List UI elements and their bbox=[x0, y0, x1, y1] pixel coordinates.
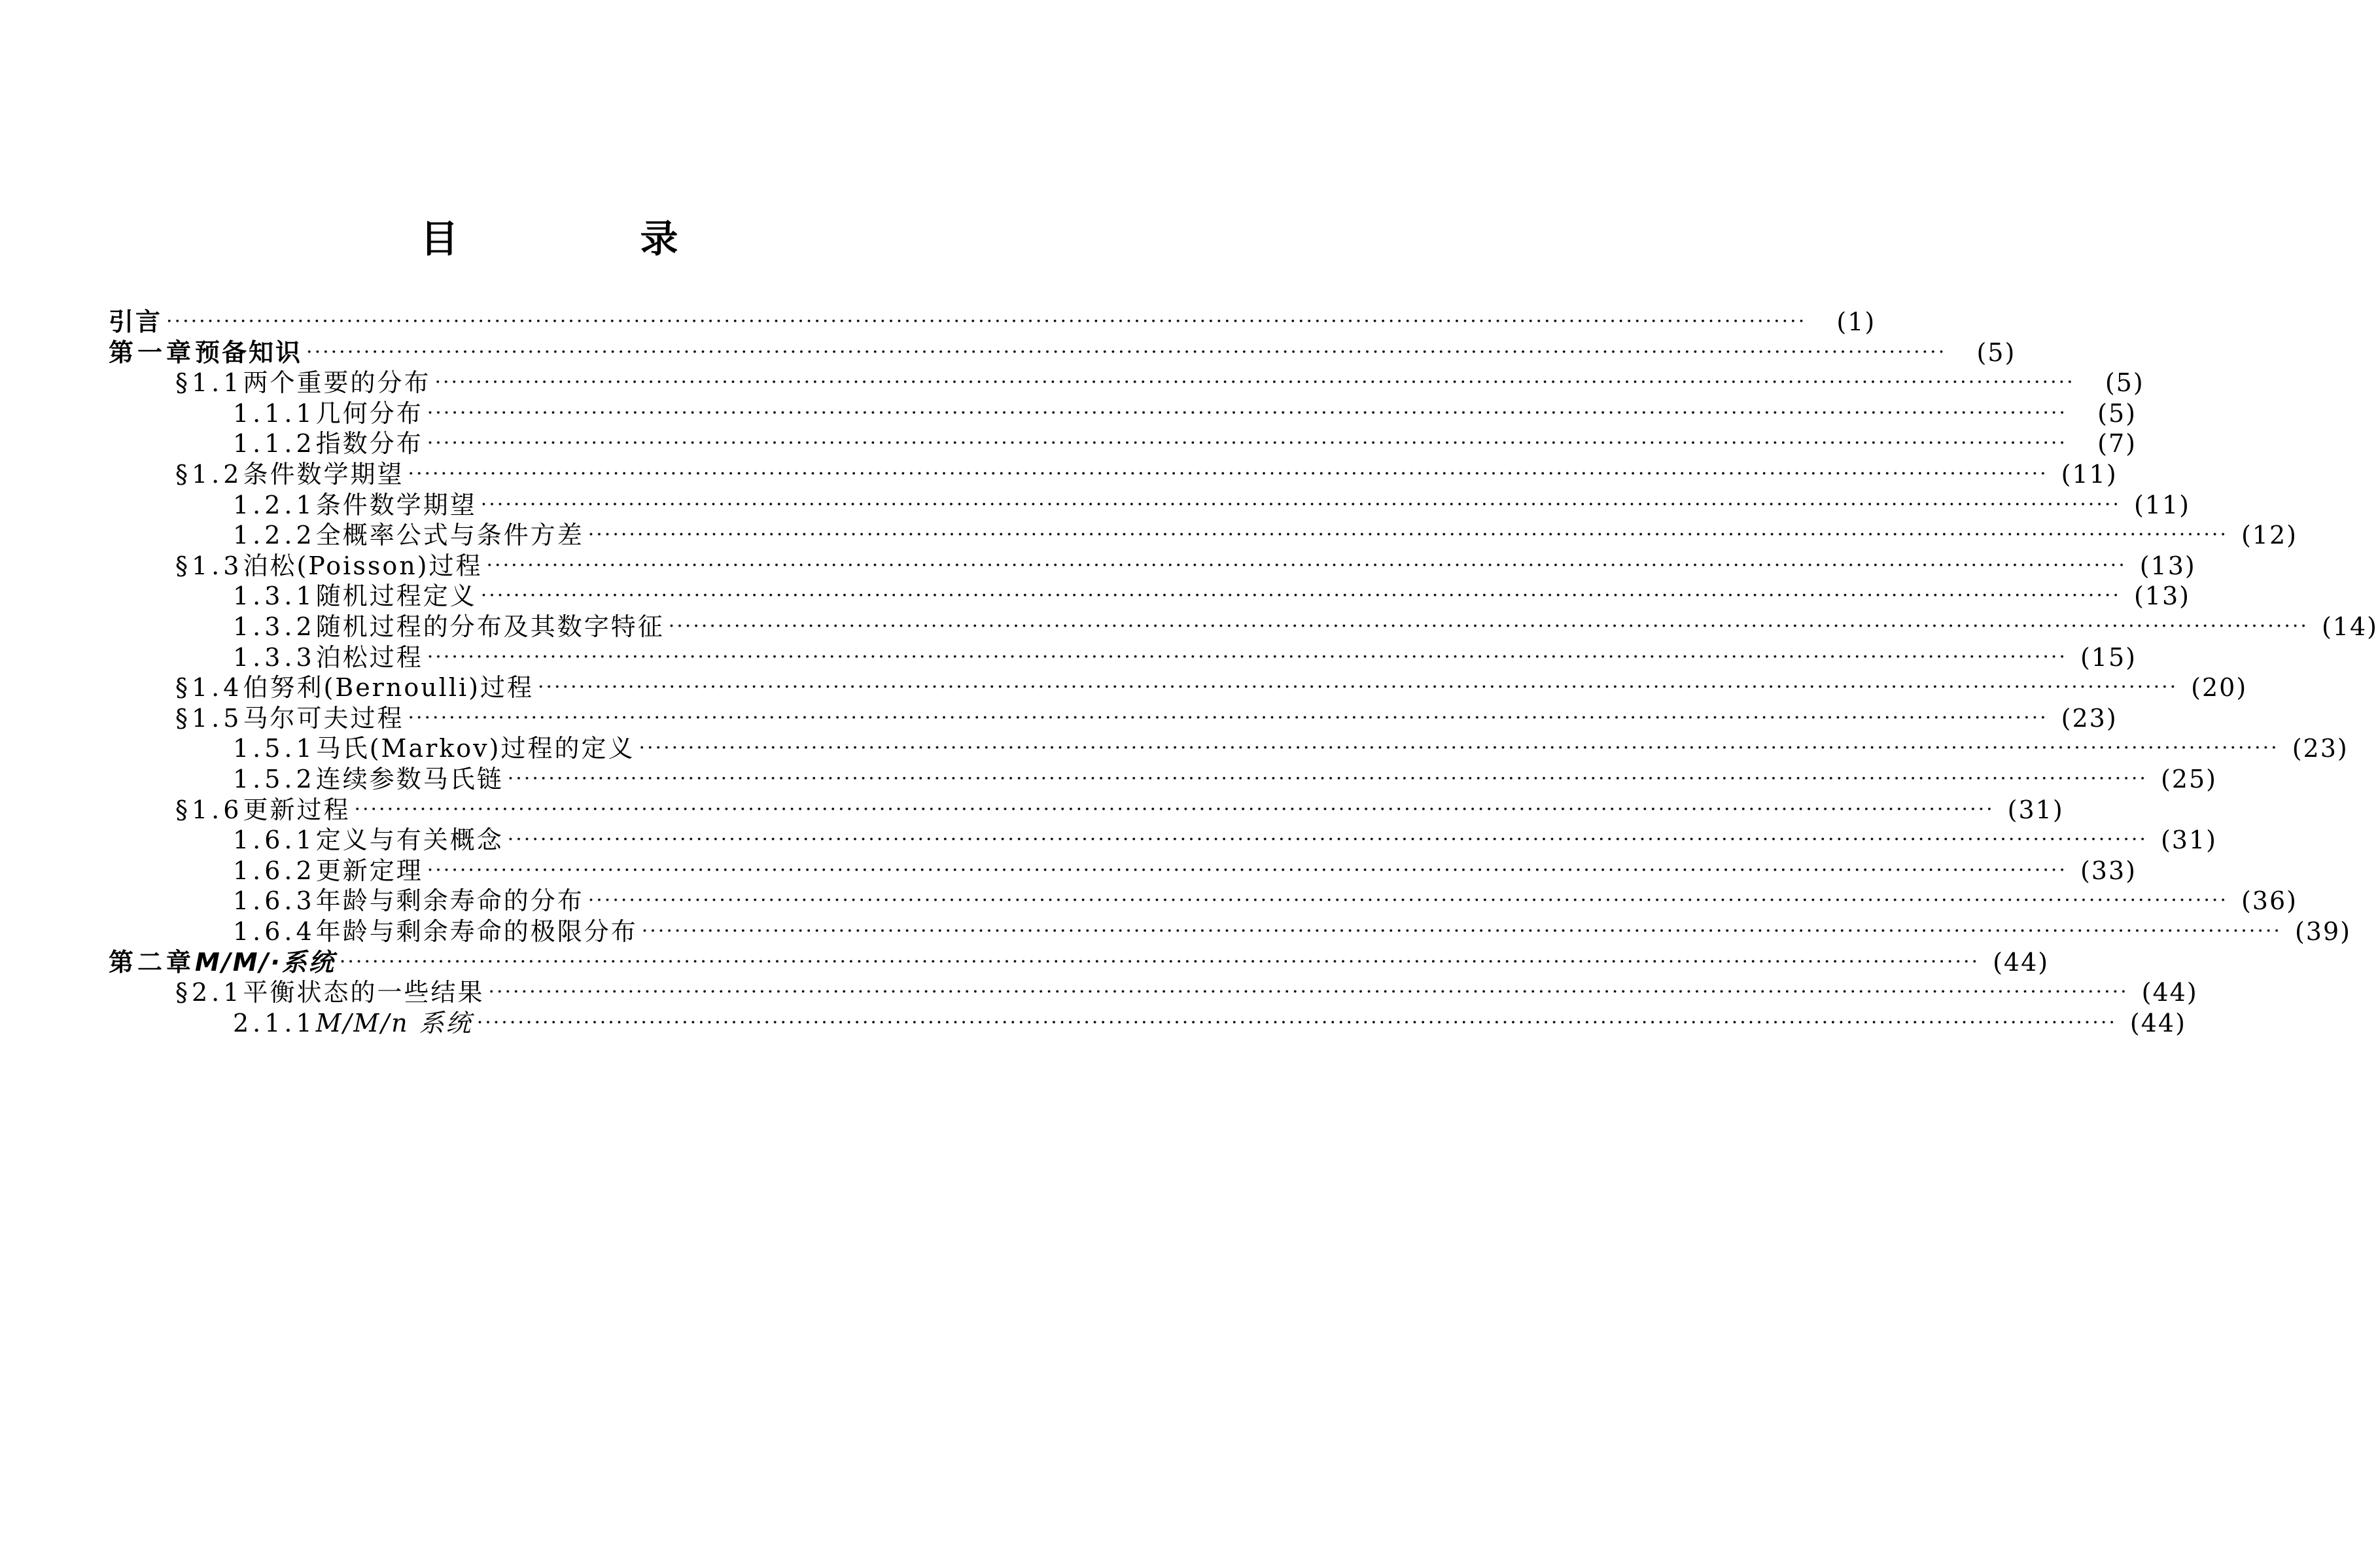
toc-entry-number: §1.5 bbox=[175, 703, 243, 733]
toc-entry-page: (25) bbox=[2160, 765, 2217, 793]
toc-entry-number: 1.6.3 bbox=[233, 886, 316, 916]
toc-entry-number: 1.6.4 bbox=[233, 917, 316, 946]
toc-entry-number: 1.6.2 bbox=[233, 856, 316, 885]
dot-leader: ········································································································································································································ bbox=[427, 858, 2067, 882]
toc-entry-page: (20) bbox=[2191, 673, 2248, 703]
toc-entry-number: 1.3.3 bbox=[233, 642, 316, 672]
toc-entry-number: §1.2 bbox=[175, 460, 243, 489]
toc-entry-title: 条件数学期望 bbox=[243, 460, 404, 489]
toc-entry-title: 指数分布 bbox=[315, 429, 423, 459]
toc-entry-title: 条件数学期望 bbox=[315, 490, 477, 519]
toc-entry-page: (5) bbox=[1976, 338, 2016, 367]
toc-entry-page: (23) bbox=[2292, 734, 2349, 763]
toc-entry-title: 马氏(Markov)过程的定义 bbox=[315, 734, 635, 763]
toc-entry-number: 1.5.1 bbox=[233, 734, 316, 763]
toc-entry-title: 泊松过程 bbox=[315, 642, 423, 672]
toc-entry-page: (7) bbox=[2097, 429, 2137, 459]
page-title: 目 录 bbox=[420, 217, 750, 261]
toc-entry-number: §1.4 bbox=[175, 673, 243, 703]
dot-leader: ········································································································································································································ bbox=[408, 462, 2048, 485]
dot-leader: ········································································································································································································ bbox=[476, 1011, 2117, 1034]
dot-leader: ········································································································································································································ bbox=[480, 493, 2121, 516]
dot-leader: ········································································································································································································ bbox=[587, 523, 2228, 547]
toc-entry-title: M/M/·系统 bbox=[195, 947, 336, 977]
toc-entry-number: §1.1 bbox=[175, 368, 243, 398]
toc-entry-number: 2.1.1 bbox=[233, 1008, 316, 1037]
toc-entry-title: 随机过程定义 bbox=[315, 582, 477, 611]
dot-leader: ········································································································································································································ bbox=[427, 432, 2067, 455]
toc-entry-title: 预备知识 bbox=[195, 338, 303, 367]
dot-leader: ········································································································································································································ bbox=[480, 584, 2121, 608]
toc-entry-number: 1.1.2 bbox=[233, 429, 316, 459]
dot-leader: ········································································································································································································ bbox=[427, 401, 2067, 425]
toc-entry-number: §1.3 bbox=[175, 551, 243, 580]
toc-entry-page: (44) bbox=[1993, 947, 2050, 977]
toc-entry-number: 第二章 bbox=[109, 947, 196, 977]
toc-entry-page: (5) bbox=[2105, 368, 2144, 398]
toc-entry-page: (33) bbox=[2080, 856, 2137, 885]
toc-entry-title: 更新定理 bbox=[315, 856, 423, 885]
dot-leader: ········································································································································································································ bbox=[507, 767, 2148, 790]
toc-entry-number: §2.1 bbox=[175, 978, 243, 1007]
toc-entry-page: (5) bbox=[2097, 398, 2137, 428]
toc-entry-page: (31) bbox=[2007, 795, 2064, 824]
dot-leader: ········································································································································································································ bbox=[486, 553, 2127, 577]
toc-entry-page: (23) bbox=[2061, 703, 2118, 733]
toc-entry-page: (12) bbox=[2241, 521, 2298, 550]
toc-entry-page: (13) bbox=[2133, 582, 2190, 611]
toc-entry-title: 定义与有关概念 bbox=[315, 826, 504, 855]
dot-leader: ········································································································································································································ bbox=[427, 645, 2067, 669]
dot-leader: ········································································································································································································ bbox=[354, 797, 1995, 821]
toc-entry-number: 1.2.1 bbox=[233, 490, 316, 519]
toc-entry-number: 1.2.2 bbox=[233, 521, 316, 550]
dot-leader: ········································································································································································································ bbox=[339, 950, 1980, 973]
toc-entry-title: 泊松(Poisson)过程 bbox=[243, 551, 483, 580]
toc-entry-number: 1.6.1 bbox=[233, 826, 316, 855]
toc-entry-title: 年龄与剩余寿命的分布 bbox=[315, 886, 584, 916]
toc-entry-title: 年龄与剩余寿命的极限分布 bbox=[315, 917, 638, 946]
toc-entry[interactable] bbox=[233, 1003, 2186, 1043]
toc-entry-number: 1.3.2 bbox=[233, 612, 316, 641]
toc-entry-page: (14) bbox=[2321, 612, 2378, 641]
dot-leader: ········································································································································································································ bbox=[641, 920, 2282, 943]
toc-entry-page: (13) bbox=[2139, 551, 2196, 580]
toc-entry-title: 两个重要的分布 bbox=[243, 368, 431, 398]
toc-entry-title: 马尔可夫过程 bbox=[243, 703, 404, 733]
dot-leader: ········································································································································································································ bbox=[587, 889, 2228, 913]
toc-entry-title: 几何分布 bbox=[315, 398, 423, 428]
toc-entry-page: (15) bbox=[2080, 642, 2137, 672]
toc-entry-number: 第一章 bbox=[109, 338, 196, 367]
dot-leader: ········································································································································································································ bbox=[668, 615, 2309, 638]
toc-entry-title: 更新过程 bbox=[243, 795, 351, 824]
dot-leader: ········································································································································································································ bbox=[507, 828, 2148, 852]
toc-entry-title: 连续参数马氏链 bbox=[315, 765, 504, 793]
dot-leader: ········································································································································································································ bbox=[488, 981, 2129, 1004]
toc-entry-page: (44) bbox=[2141, 978, 2198, 1007]
dot-leader: ········································································································································································································ bbox=[638, 737, 2279, 760]
dot-leader: ········································································································································································································ bbox=[537, 676, 2178, 699]
toc-entry-title: 引言 bbox=[109, 307, 163, 336]
toc-entry-number: 1.1.1 bbox=[233, 398, 316, 428]
toc-entry-number: §1.6 bbox=[175, 795, 243, 824]
toc-entry-title: M/M/n 系统 bbox=[315, 1008, 473, 1037]
toc-entry-page: (36) bbox=[2241, 886, 2298, 916]
toc-entry-number: 1.3.1 bbox=[233, 582, 316, 611]
dot-leader: ········································································································································································································ bbox=[434, 371, 2075, 394]
toc-entry-title: 全概率公式与条件方差 bbox=[315, 521, 584, 550]
toc-entry-number: 1.5.2 bbox=[233, 765, 316, 793]
dot-leader: ········································································································································································································ bbox=[166, 310, 1807, 333]
toc-entry-title: 随机过程的分布及其数字特征 bbox=[315, 612, 665, 641]
dot-leader: ········································································································································································································ bbox=[408, 706, 2048, 729]
toc-entry-page: (11) bbox=[2133, 490, 2190, 519]
toc-entry-page: (1) bbox=[1836, 307, 1876, 336]
dot-leader: ········································································································································································································ bbox=[306, 340, 1947, 364]
toc-entry-page: (11) bbox=[2061, 460, 2118, 489]
toc-entry-title: 伯努利(Bernoulli)过程 bbox=[243, 673, 534, 703]
toc-entry-page: (39) bbox=[2294, 917, 2351, 946]
toc-entry-page: (31) bbox=[2160, 826, 2217, 855]
toc-entry-page: (44) bbox=[2129, 1008, 2186, 1037]
toc-entry-title: 平衡状态的一些结果 bbox=[243, 978, 485, 1007]
